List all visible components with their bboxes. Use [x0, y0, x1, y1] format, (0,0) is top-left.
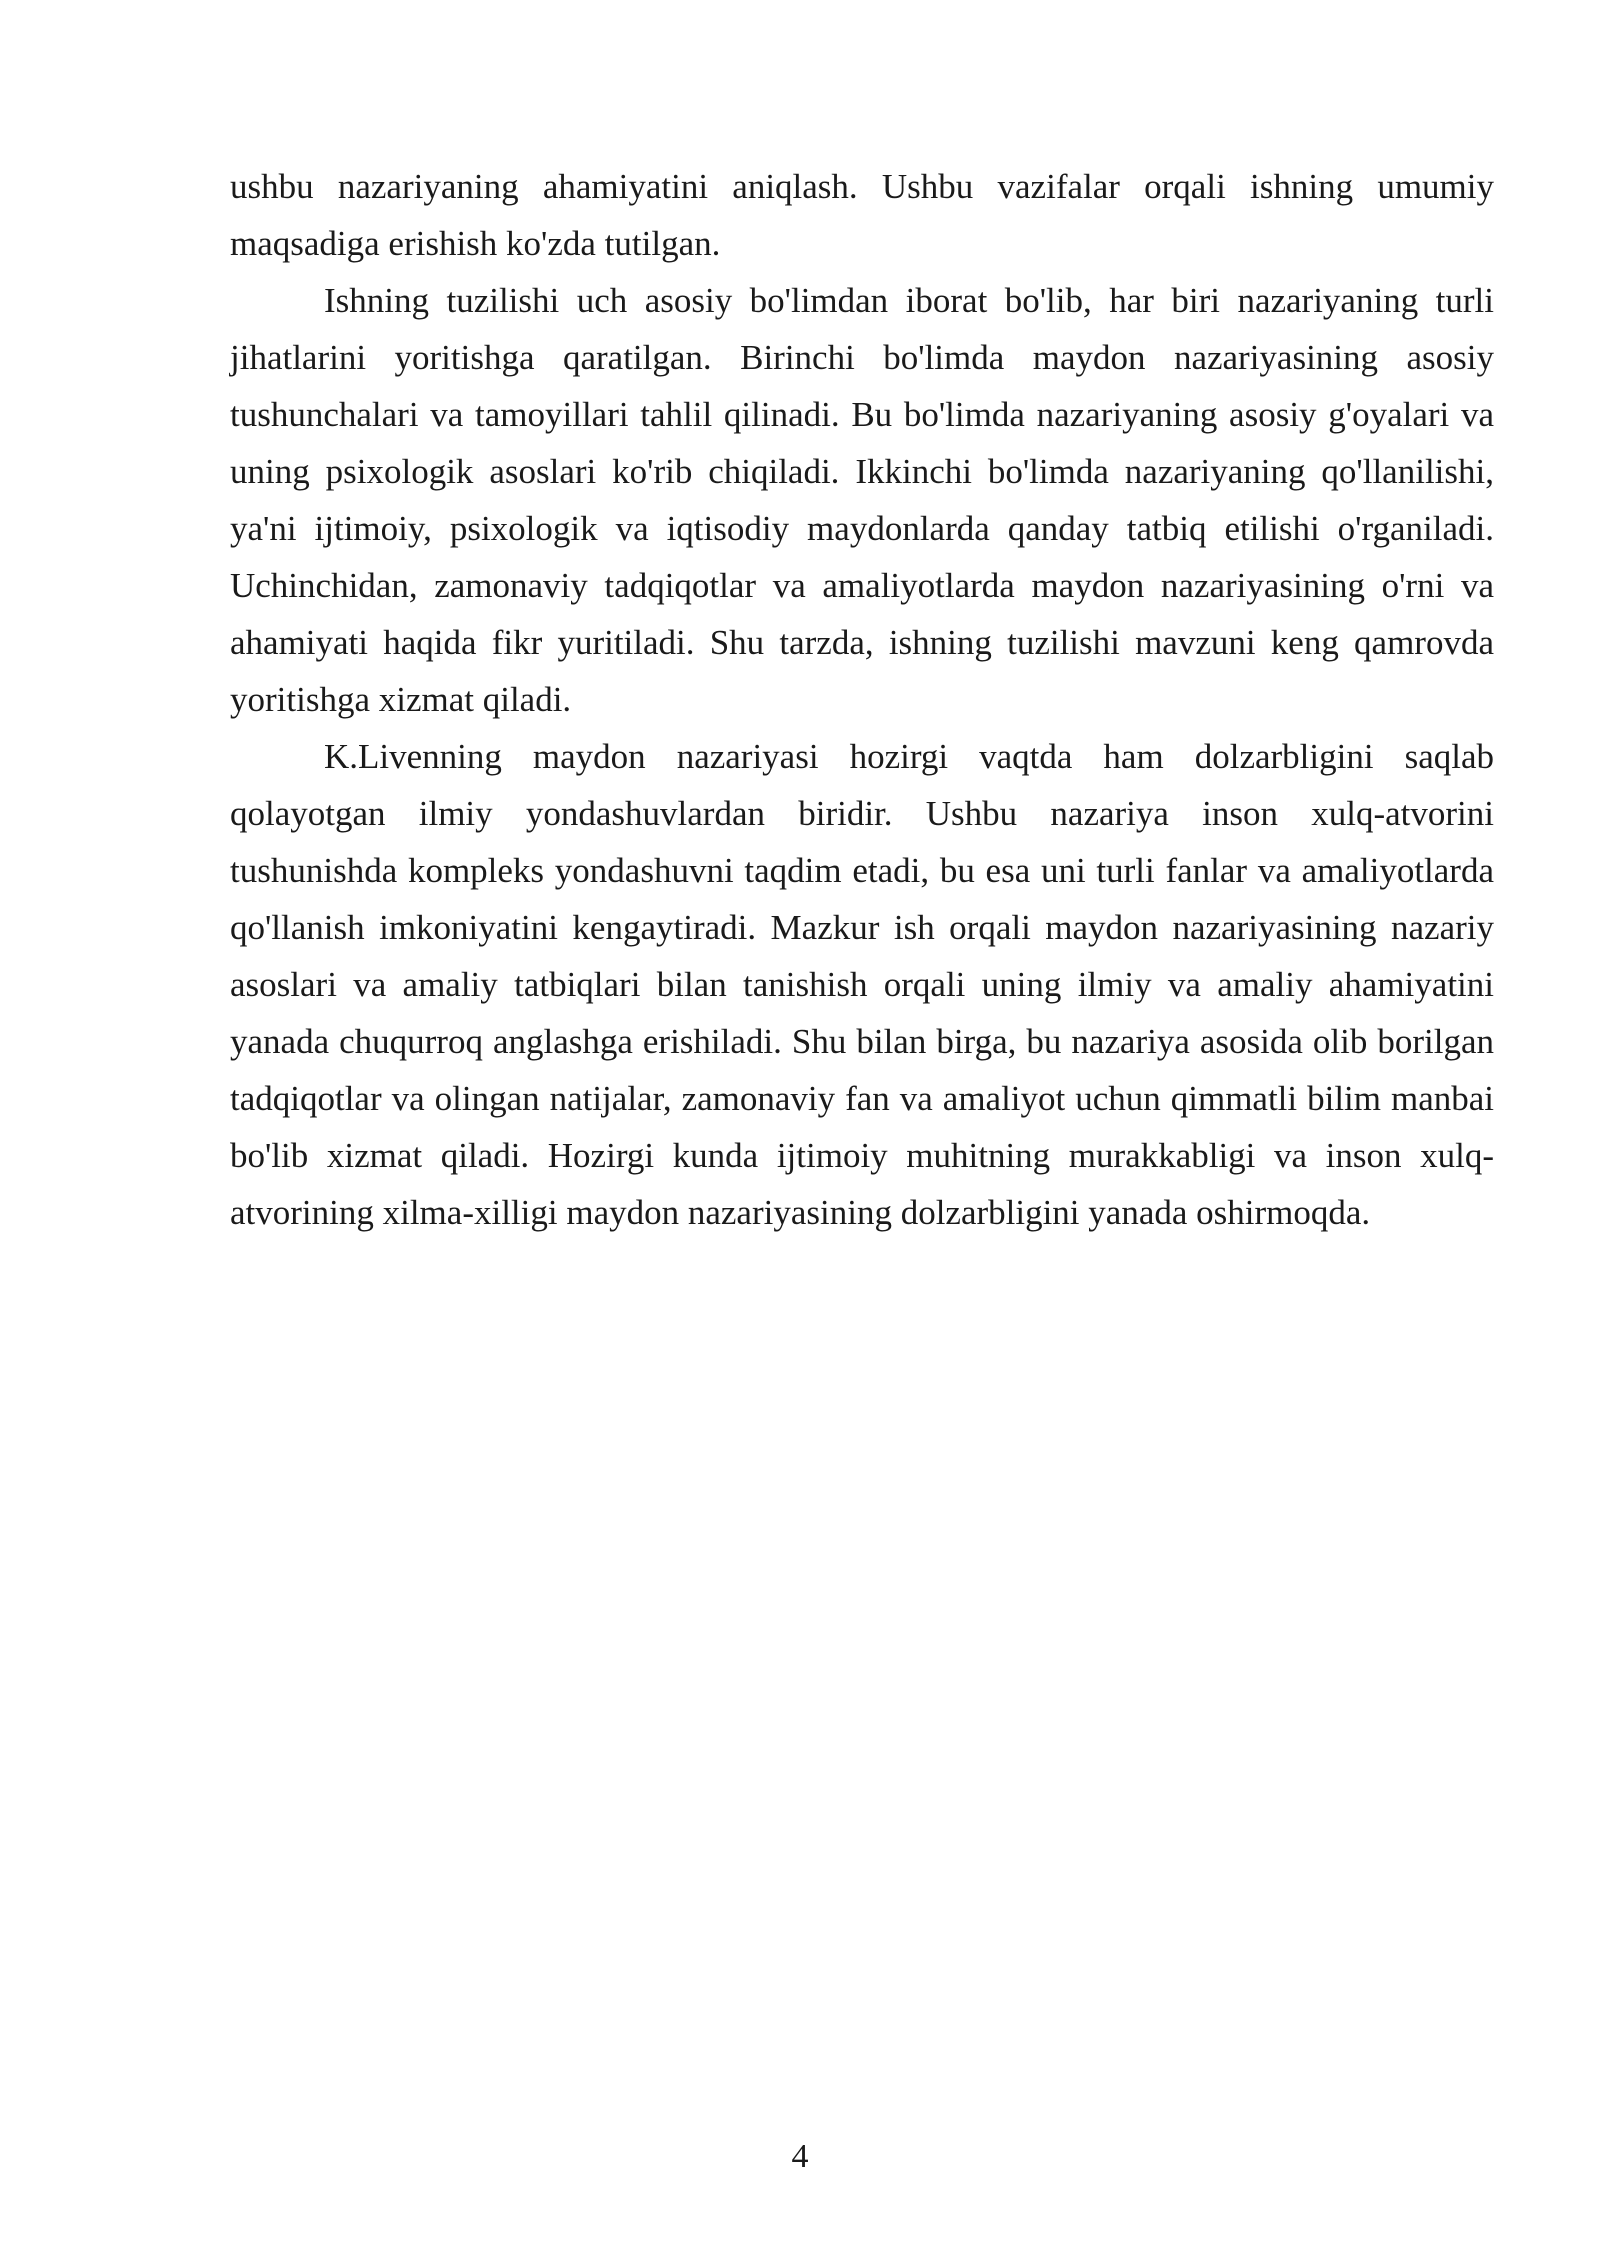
body-text	[230, 158, 1494, 1241]
paragraph-conclusion: K.Livenning maydon nazariyasi hozirgi vaqtda ham dolzarbligini saqlab qolayotgan ilmiy yondashuvlardan biridir. Ushbu nazariya inson xulq-atvorini tushunishda kompleks yondashuvni taqdim etadi, bu esa uni turli fanlar va amaliyotlarda qo'llanish imkoniyatini kengaytiradi. Mazkur ish orqali maydon nazariyasining nazariy asoslari va amaliy tatbiqlari bilan tanishish orqali uning ilmiy va amaliy ahamiyatini yanada chuqurroq anglashga erishiladi. Shu bilan birga, bu nazariya asosida olib borilgan tadqiqotlar va olingan natijalar, zamonaviy fan va amaliyot uchun qimmatli bilim manbai bo'lib xizmat qiladi. Hozirgi kunda ijtimoiy muhitning murakkabligi va inson xulq-atvorining xilma-xilligi maydon nazariyasining dolzarbligini yanada oshirmoqda.	[230, 737, 1494, 1232]
page-number: 4	[791, 2138, 809, 2175]
paragraph-continuation: ushbu nazariyaning ahamiyatini aniqlash. Ushbu vazifalar orqali ishning umumiy maqsadiga erishish ko'zda tutilgan.	[230, 167, 1494, 263]
paragraph-structure: Ishning tuzilishi uch asosiy bo'limdan iborat bo'lib, har biri nazariyaning turli jihatlarini yoritishga qaratilgan. Birinchi bo'limda maydon nazariyasining asosiy tushunchalari va tamoyillari tahlil qilinadi. Bu bo'limda nazariyaning asosiy g'oyalari va uning psixologik asoslari ko'rib chiqiladi. Ikkinchi bo'limda nazariyaning qo'llanilishi, ya'ni ijtimoiy, psixologik va iqtisodiy maydonlarda qanday tatbiq etilishi o'rganiladi. Uchinchidan, zamonaviy tadqiqotlar va amaliyotlarda maydon nazariyasining o'rni va ahamiyati haqida fikr yuritiladi. Shu tarzda, ishning tuzilishi mavzuni keng qamrovda yoritishga xizmat qiladi.	[230, 281, 1494, 719]
